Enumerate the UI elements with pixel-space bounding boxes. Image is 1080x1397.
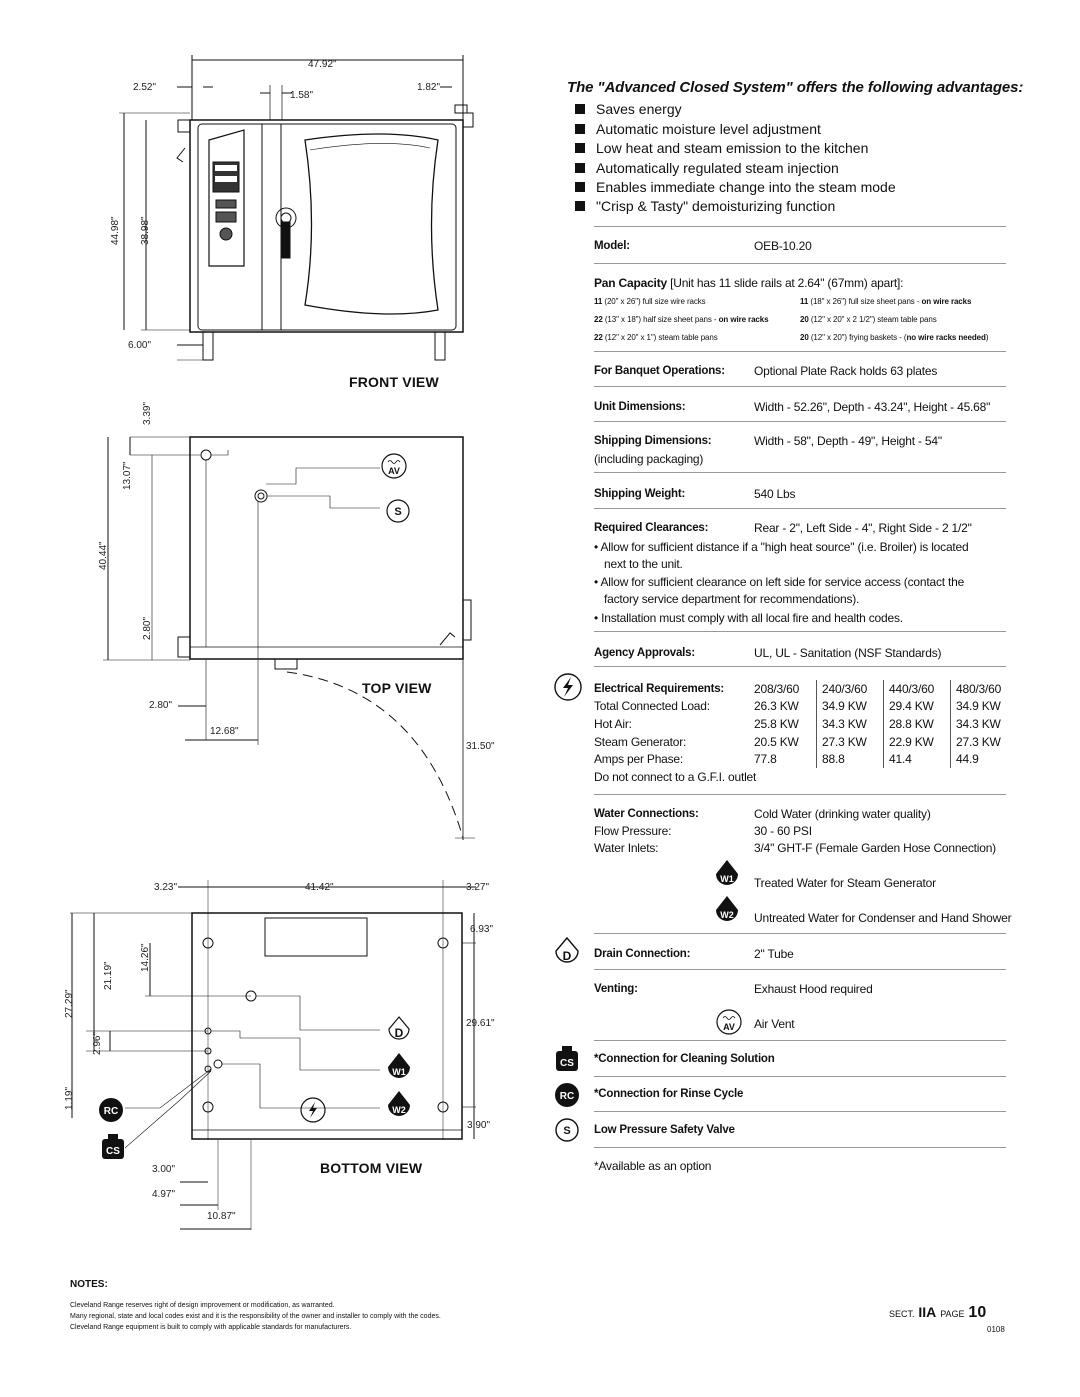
electrical-row-name: Hot Air: [594,717,632,731]
divider [594,666,1006,667]
drain-icon [554,936,580,966]
top-view-label: TOP VIEW [362,680,432,696]
dim-front-left: 2.52" [133,82,157,93]
page-footer [889,1304,986,1322]
dim-bottom-v4: 2.96" [92,1031,103,1055]
advantage-6: "Crisp & Tasty" demoisturizing function [596,198,836,214]
pan-row-1-left: 11 (20" x 26") full size wire racks [594,297,706,306]
cleaning-solution-icon [100,1133,126,1161]
electrical-label: Electrical Requirements: [594,683,725,695]
column-divider [816,680,817,768]
water-inlets-value: 3/4" GHT-F (Female Garden Hose Connection) [754,841,996,855]
pan-row-2-left: 22 (13" x 18") half size sheet pans - on wire racks [594,315,769,324]
badge-w2-bottom: W2 [392,1105,406,1115]
advantage-5: Enables immediate change into the steam mode [596,179,896,195]
w2-description: Untreated Water for Condenser and Hand Shower [754,911,1012,925]
sect-number: IIA [918,1304,937,1320]
pan-row-3-left: 22 (12" x 20" x 1") steam table pans [594,333,718,342]
rinse-cycle-icon [554,1082,580,1108]
divider [594,386,1006,387]
dim-front-height-a: 44.98" [110,216,121,245]
dim-top-b: 13.07" [122,461,133,490]
dim-top-a: 3.39" [142,401,153,425]
pan-capacity-note: [Unit has 11 slide rails at 2.64" (67mm) apart]: [670,276,904,290]
water-inlet-2-icon [714,894,740,926]
unit-dimensions-value: Width - 52.26", Depth - 43.24", Height - 45.68" [754,400,991,414]
pan-capacity [594,276,903,290]
divider [594,1147,1006,1148]
divider [594,263,1006,264]
clearance-bullet-3: • Installation must comply with all local fire and health codes. [594,611,903,625]
electrical-value: 34.3 KW [822,717,867,731]
clearance-bullet-2-cont: factory service department for recommendations). [604,592,860,606]
clearance-bullet-2: • Allow for sufficient clearance on left side for service access (contact the [594,575,965,589]
badge-av-top: AV [388,466,400,476]
dim-bottom-b2: 4.97" [152,1189,176,1200]
banquet-label: For Banquet Operations: [594,365,725,377]
safety-valve-icon [555,1118,579,1142]
rinse-cycle-label: *Connection for Rinse Cycle [594,1088,744,1100]
drain-label: Drain Connection: [594,948,691,960]
available-option-note: *Available as an option [594,1159,712,1173]
electrical-col-4: 480/3/60 [956,682,1002,696]
divider [594,794,1006,795]
note-line-1: Cleveland Range reserves right of design improvement or modification, as warranted. [70,1302,335,1309]
dim-top-c: 40.44" [98,541,109,570]
electrical-value: 25.8 KW [754,717,799,731]
dim-top-e: 2.80" [149,700,173,711]
badge-w2: W2 [720,910,734,920]
dim-bottom-r1: 6.93" [470,924,494,935]
dim-bottom-v1: 27.29" [64,989,75,1018]
water-inlet-2-icon [386,1089,412,1121]
electrical-row-name: Amps per Phase: [594,752,684,766]
dim-front-total-width: 47.92" [308,59,337,70]
air-vent-icon [716,1009,742,1035]
shipping-dimensions-note: (including packaging) [594,452,704,466]
doc-code: 0108 [987,1325,1005,1334]
electrical-value: 22.9 KW [889,735,934,749]
drain-icon [387,1015,411,1043]
electrical-col-1: 208/3/60 [754,682,800,696]
shipping-dimensions-value: Width - 58", Depth - 49", Height - 54" [754,434,942,448]
clearances-value: Rear - 2", Left Side - 4", Right Side - 2 1/2" [754,521,972,535]
dim-front-height-b: 38.98" [140,216,151,245]
dim-bottom-r2: 29.61" [466,1018,495,1029]
technical-drawings [0,0,560,1230]
badge-w1: W1 [720,874,734,884]
w1-description: Treated Water for Steam Generator [754,876,936,890]
banquet-value: Optional Plate Rack holds 63 plates [754,364,938,378]
electrical-value: 88.8 [822,752,845,766]
badge-rc-bottom: RC [103,1106,119,1117]
water-label: Water Connections: [594,808,699,820]
dim-front-mid: 1.58" [290,90,314,101]
safety-valve-icon [386,499,410,523]
dim-front-right: 1.82" [417,82,441,93]
shipping-weight-label: Shipping Weight: [594,488,686,500]
badge-s: S [563,1125,571,1137]
unit-dimensions-label: Unit Dimensions: [594,401,686,413]
electrical-value: 77.8 [754,752,777,766]
dim-front-foot: 6.00" [128,340,152,351]
front-view-label: FRONT VIEW [349,374,439,390]
electrical-icon [300,1097,326,1123]
pan-row-2-right: 20 (12" x 20" x 2 1/2") steam table pans [800,315,937,324]
clearance-bullet-1-cont: next to the unit. [604,557,683,571]
advantage-4: Automatically regulated steam injection [596,160,839,176]
advantage-1: Saves energy [596,101,682,117]
dim-bottom-right: 3.27" [466,882,490,893]
electrical-value: 34.9 KW [956,699,1001,713]
dim-bottom-v2: 21.19" [103,961,114,990]
air-vent-label: Air Vent [754,1017,795,1031]
electrical-value: 44.9 [956,752,979,766]
dim-top-door: 31.50" [466,741,495,752]
model-label: Model: [594,240,630,252]
badge-s-top: S [394,506,402,518]
agency-value: UL, UL - Sanitation (NSF Standards) [754,646,942,660]
pan-row-3-right: 20 (12" x 20") frying baskets - (no wire racks needed) [800,333,989,342]
divider [594,1111,1006,1112]
shipping-dimensions-label: Shipping Dimensions: [594,435,712,447]
venting-label: Venting: [594,983,638,995]
divider [594,226,1006,227]
badge-w1-bottom: W1 [392,1067,406,1077]
cleaning-solution-label: *Connection for Cleaning Solution [594,1053,775,1065]
pan-row-1-right: 11 (18" x 26") full size sheet pans - on wire racks [800,297,972,306]
dim-bottom-width: 41.42" [305,882,334,893]
divider [594,631,1006,632]
water-inlet-1-icon [714,858,740,890]
top-view-drawing [103,437,475,840]
electrical-value: 34.3 KW [956,717,1001,731]
dim-bottom-r3: 3.90" [467,1120,491,1131]
safety-valve-label: Low Pressure Safety Valve [594,1124,735,1136]
dim-top-f: 12.68" [210,726,239,737]
electrical-value: 27.3 KW [822,735,867,749]
venting-value: Exhaust Hood required [754,982,873,996]
column-divider [950,680,951,768]
electrical-col-3: 440/3/60 [889,682,935,696]
page-label: PAGE [940,1309,965,1319]
electrical-value: 20.5 KW [754,735,799,749]
advantages-heading: The "Advanced Closed System" offers the following advantages: [567,79,1024,96]
divider [594,933,1006,934]
notes-title: NOTES: [70,1279,108,1290]
column-divider [883,680,884,768]
badge-d-bottom: D [394,1026,404,1040]
water-value: Cold Water (drinking water quality) [754,807,931,821]
cleaning-solution-icon [554,1045,580,1073]
dim-bottom-left: 3.23" [154,882,178,893]
flow-pressure-value: 30 - 60 PSI [754,824,812,838]
advantage-3: Low heat and steam emission to the kitchen [596,140,869,156]
dim-bottom-v5: 1.19" [64,1086,75,1110]
badge-cs: CS [560,1058,574,1069]
divider [594,421,1006,422]
model-value: OEB-10.20 [754,239,812,253]
electrical-value: 28.8 KW [889,717,934,731]
electrical-note: Do not connect to a G.F.I. outlet [594,770,757,784]
divider [594,1076,1006,1077]
electrical-value: 27.3 KW [956,735,1001,749]
note-line-3: Cleveland Range equipment is built to comply with applicable standards for manufacturers. [70,1324,352,1331]
pan-capacity-label: Pan Capacity [594,276,667,290]
electrical-value: 41.4 [889,752,912,766]
advantage-2: Automatic moisture level adjustment [596,121,821,137]
dim-bottom-b1: 3.00" [152,1164,176,1175]
air-vent-icon [381,453,407,479]
water-inlets-label: Water Inlets: [594,841,659,855]
electrical-col-2: 240/3/60 [822,682,868,696]
clearances-label: Required Clearances: [594,522,709,534]
electrical-value: 34.9 KW [822,699,867,713]
divider [594,508,1006,509]
dim-top-d: 2.80" [142,616,153,640]
page-number: 10 [968,1304,987,1321]
sect-label: SECT. [889,1309,915,1319]
electrical-value: 26.3 KW [754,699,799,713]
drain-value: 2" Tube [754,947,794,961]
badge-rc: RC [559,1091,575,1102]
agency-label: Agency Approvals: [594,647,695,659]
divider [594,351,1006,352]
bottom-view-label: BOTTOM VIEW [320,1160,423,1176]
electrical-row-name: Steam Generator: [594,735,687,749]
flow-pressure-label: Flow Pressure: [594,824,672,838]
bottom-view-drawing [70,880,476,1230]
rinse-cycle-icon [98,1097,124,1123]
dim-bottom-b3: 10.87" [207,1211,236,1222]
badge-cs-bottom: CS [106,1146,120,1157]
clearance-bullet-1: • Allow for sufficient distance if a "high heat source" (i.e. Broiler) is located [594,540,969,554]
divider [594,1040,1006,1041]
water-inlet-1-icon [386,1051,412,1083]
note-line-2: Many regional, state and local codes exist and it is the responsibility of the owner and installer to comply with the codes. [70,1313,441,1320]
badge-av: AV [723,1022,735,1032]
shipping-weight-value: 540 Lbs [754,487,796,501]
dim-bottom-v3: 14.26" [140,943,151,972]
badge-d: D [562,949,572,963]
divider [594,472,1006,473]
electrical-value: 29.4 KW [889,699,934,713]
electrical-row-name: Total Connected Load: [594,699,710,713]
divider [594,969,1006,970]
electrical-icon [553,672,583,702]
